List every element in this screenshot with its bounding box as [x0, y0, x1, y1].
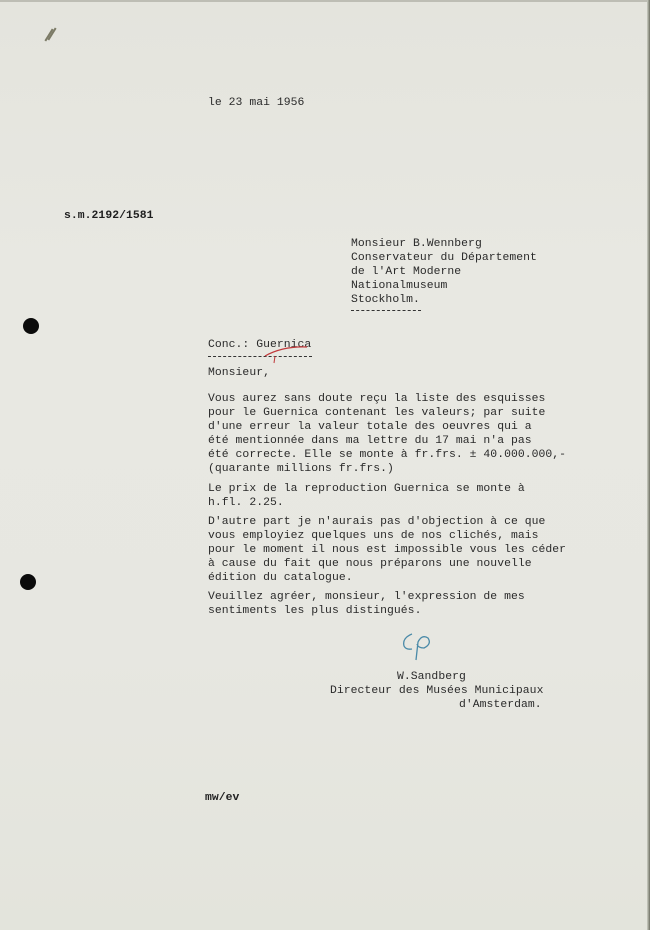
- letter-date: le 23 mai 1956: [208, 97, 305, 109]
- recipient-line: Monsieur B.Wennberg: [351, 238, 482, 250]
- recipient-line: Stockholm.: [351, 294, 420, 306]
- signatory-name: W.Sandberg: [397, 671, 466, 683]
- body-line: été mentionnée dans ma lettre du 17 mai n'a pas: [208, 435, 532, 447]
- page-top-edge: [0, 0, 650, 2]
- subject-line: Conc.: Guernica: [208, 339, 312, 351]
- body-line: sentiments les plus distingués.: [208, 605, 422, 617]
- body-line: à cause du fait que nous préparons une nouvelle: [208, 558, 532, 570]
- recipient-line: de l'Art Moderne: [351, 266, 462, 278]
- reference-number: s.m.2192/1581: [64, 210, 154, 222]
- salutation: Monsieur,: [208, 367, 270, 379]
- body-line: Vous aurez sans doute reçu la liste des esquisses: [208, 393, 546, 405]
- body-line: Veuillez agréer, monsieur, l'expression de mes: [208, 591, 525, 603]
- body-line: pour le moment il nous est impossible vous les céder: [208, 544, 567, 556]
- recipient-line: Conservateur du Département: [351, 252, 537, 264]
- body-line: pour le Guernica contenant les valeurs; par suite: [208, 407, 546, 419]
- body-line: (quarante millions fr.frs.): [208, 463, 394, 475]
- body-line: été correcte. Elle se monte à fr.frs. ± 40.000.000,-: [208, 449, 567, 461]
- recipient-line: Nationalmuseum: [351, 280, 448, 292]
- address-underline: [351, 310, 421, 312]
- signatory-location: d'Amsterdam.: [459, 699, 542, 711]
- punch-hole-bottom: [20, 574, 36, 590]
- red-pencil-mark: [263, 344, 313, 364]
- punch-hole-top: [23, 318, 39, 334]
- body-line: Le prix de la reproduction Guernica se monte à: [208, 483, 525, 495]
- signatory-title: Directeur des Musées Municipaux: [330, 685, 544, 697]
- body-line: h.fl. 2.25.: [208, 497, 284, 509]
- typist-initials: mw/ev: [205, 792, 240, 804]
- body-line: vous employiez quelques uns de nos clichés, mais: [208, 530, 539, 542]
- body-line: d'une erreur la valeur totale des oeuvres qui a: [208, 421, 532, 433]
- body-line: édition du catalogue.: [208, 572, 353, 584]
- body-line: D'autre part je n'aurais pas d'objection à ce que: [208, 516, 546, 528]
- handwritten-initials: [398, 628, 438, 664]
